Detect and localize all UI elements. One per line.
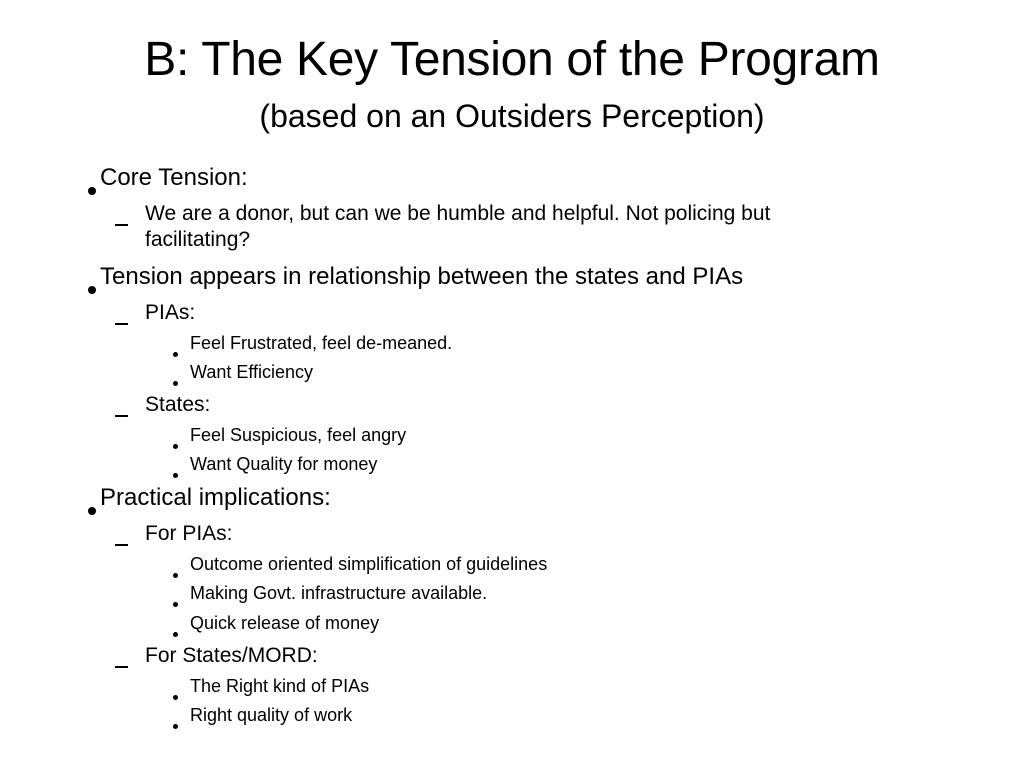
- bullet-icon: [88, 174, 96, 202]
- dash-icon: [115, 655, 128, 673]
- sub-sub-bullet-quality-work: Right quality of work: [190, 705, 353, 725]
- dash-icon: [115, 213, 128, 231]
- sub-bullet-for-pias: For PIAs:: [145, 522, 233, 545]
- sub-sub-bullet-states-suspicious: Feel Suspicious, feel angry: [190, 425, 407, 445]
- sub-bullet-donor-question: We are a donor, but can we be humble and helpful. Not policing but: [145, 202, 771, 225]
- sub-bullet-pias: PIAs:: [145, 301, 196, 324]
- sub-sub-bullet-states-quality: Want Quality for money: [190, 454, 378, 474]
- dash-icon: [115, 533, 128, 551]
- sub-sub-bullet-right-pias: The Right kind of PIAs: [190, 676, 370, 696]
- bullet-tension-relationship: Tension appears in relationship between the states and PIAs: [100, 263, 744, 290]
- bullet-icon: [88, 273, 96, 301]
- sub-sub-bullet-pias-frustrated: Feel Frustrated, feel de-meaned.: [190, 333, 453, 353]
- bullet-icon: [173, 590, 178, 612]
- sub-sub-bullet-infrastructure: Making Govt. infrastructure available.: [190, 583, 488, 603]
- sub-sub-bullet-pias-efficiency: Want Efficiency: [190, 362, 314, 382]
- dash-icon: [115, 404, 128, 422]
- sub-bullet-for-states: For States/MORD:: [145, 644, 318, 667]
- slide-title: B: The Key Tension of the Program: [144, 33, 880, 86]
- sub-bullet-donor-question-continued: facilitating?: [145, 228, 251, 251]
- bullet-icon: [173, 620, 178, 642]
- bullet-icon: [173, 712, 178, 734]
- bullet-icon: [173, 461, 178, 483]
- bullet-practical-implications: Practical implications:: [100, 484, 331, 511]
- bullet-icon: [173, 432, 178, 454]
- slide-subtitle: (based on an Outsiders Perception): [259, 98, 765, 134]
- sub-sub-bullet-money: Quick release of money: [190, 613, 380, 633]
- bullet-icon: [88, 494, 96, 522]
- bullet-icon: [173, 561, 178, 583]
- dash-icon: [115, 312, 128, 330]
- sub-sub-bullet-guidelines: Outcome oriented simplification of guidelines: [190, 554, 548, 574]
- bullet-core-tension: Core Tension:: [100, 164, 248, 191]
- bullet-icon: [173, 683, 178, 705]
- bullet-icon: [173, 369, 178, 391]
- bullet-icon: [173, 340, 178, 362]
- sub-bullet-states: States:: [145, 393, 211, 416]
